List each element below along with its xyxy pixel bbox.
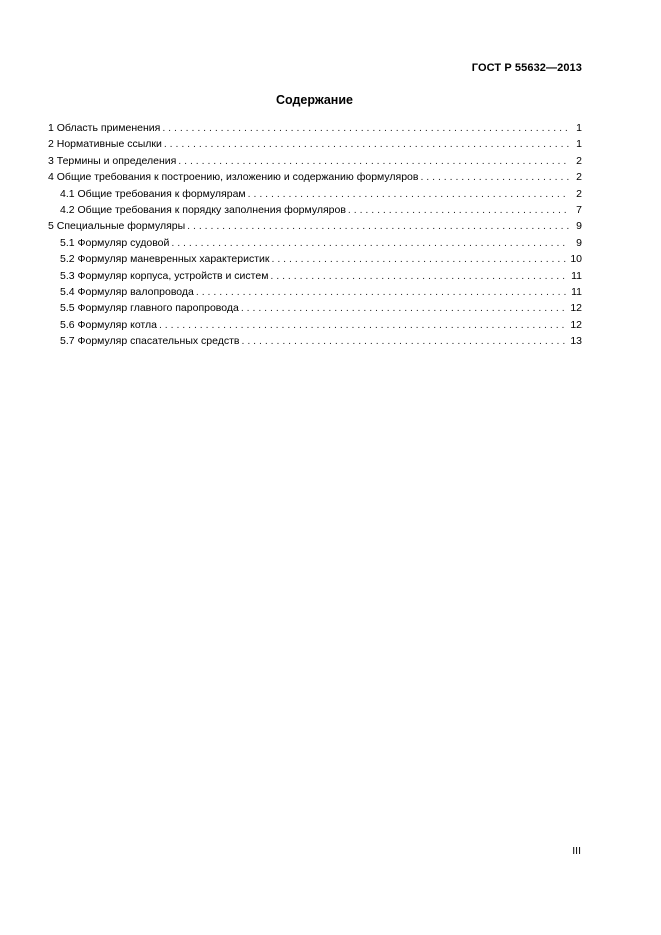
document-code: ГОСТ Р 55632—2013 [471, 62, 582, 74]
toc-leader-dots [196, 284, 568, 300]
toc-subentry[interactable] [48, 300, 582, 316]
toc-entry[interactable] [48, 169, 582, 185]
toc-entry-label: 4.1 Общие требования к формулярам [60, 187, 246, 200]
toc-subentry[interactable] [48, 284, 582, 300]
toc-entry-page: 11 [571, 269, 582, 282]
toc-entry-page: 11 [571, 285, 582, 298]
toc-entry[interactable] [48, 136, 582, 152]
toc-leader-dots [271, 251, 567, 267]
toc-subentry[interactable] [48, 268, 582, 284]
toc-entry-label: 2 Нормативные ссылки [48, 138, 162, 151]
toc-entry-label: 5.7 Формуляр спасательных средств [60, 335, 240, 348]
toc-entry-label: 5.6 Формуляр котла [60, 318, 157, 331]
toc-leader-dots [178, 153, 569, 169]
toc-entry-label: 5.3 Формуляр корпуса, устройств и систем [60, 269, 269, 282]
toc-entry-page: 12 [570, 318, 582, 331]
toc-entry-page: 9 [576, 236, 582, 249]
toc-entry-label: 4 Общие требования к построению, изложению и содержанию формуляров [48, 171, 419, 184]
toc-entry-page: 12 [570, 302, 582, 315]
toc-entry-label: 5.2 Формуляр маневренных характеристик [60, 253, 270, 266]
toc-entry-label: 5.1 Формуляр судовой [60, 236, 170, 249]
toc-entry[interactable] [48, 218, 582, 234]
toc-entry-label: 5.4 Формуляр валопровода [60, 285, 194, 298]
toc-subentry[interactable] [48, 333, 582, 349]
toc-leader-dots [171, 235, 569, 251]
toc-entry-page: 13 [570, 335, 582, 348]
toc-entry[interactable] [48, 153, 582, 169]
toc-entry[interactable] [48, 120, 582, 136]
toc-entry-label: 1 Область применения [48, 122, 161, 134]
toc-subentry[interactable] [48, 251, 582, 267]
toc-leader-dots [162, 120, 569, 136]
toc-leader-dots [420, 169, 569, 185]
toc-entry-page: 1 [576, 122, 582, 134]
toc-title: Содержание [275, 93, 353, 107]
toc-subentry[interactable] [48, 317, 582, 333]
toc-leader-dots [159, 317, 567, 333]
toc-entry-label: 5 Специальные формуляры [48, 220, 186, 233]
toc-entry-page: 10 [570, 253, 582, 266]
toc-entry-page: 2 [576, 171, 582, 184]
toc-subentry[interactable] [48, 202, 582, 218]
toc-entry-page: 9 [576, 220, 582, 233]
toc-entry-page: 1 [576, 138, 582, 151]
table-of-contents [48, 120, 582, 349]
toc-leader-dots [241, 300, 567, 316]
toc-leader-dots [242, 333, 568, 349]
toc-leader-dots [270, 268, 568, 284]
toc-entry-label: 4.2 Общие требования к порядку заполнения формуляров [60, 203, 346, 216]
page-number: III [572, 845, 581, 857]
toc-entry-page: 2 [576, 187, 582, 200]
toc-leader-dots [164, 136, 569, 152]
toc-leader-dots [248, 186, 569, 202]
toc-leader-dots [187, 218, 569, 234]
toc-subentry[interactable] [48, 235, 582, 251]
toc-entry-page: 7 [576, 203, 582, 216]
toc-leader-dots [348, 202, 569, 218]
toc-entry-label: 3 Термины и определения [48, 154, 177, 167]
toc-subentry[interactable] [48, 186, 582, 202]
toc-entry-label: 5.5 Формуляр главного паропровода [60, 302, 239, 315]
toc-entry-page: 2 [576, 154, 582, 167]
